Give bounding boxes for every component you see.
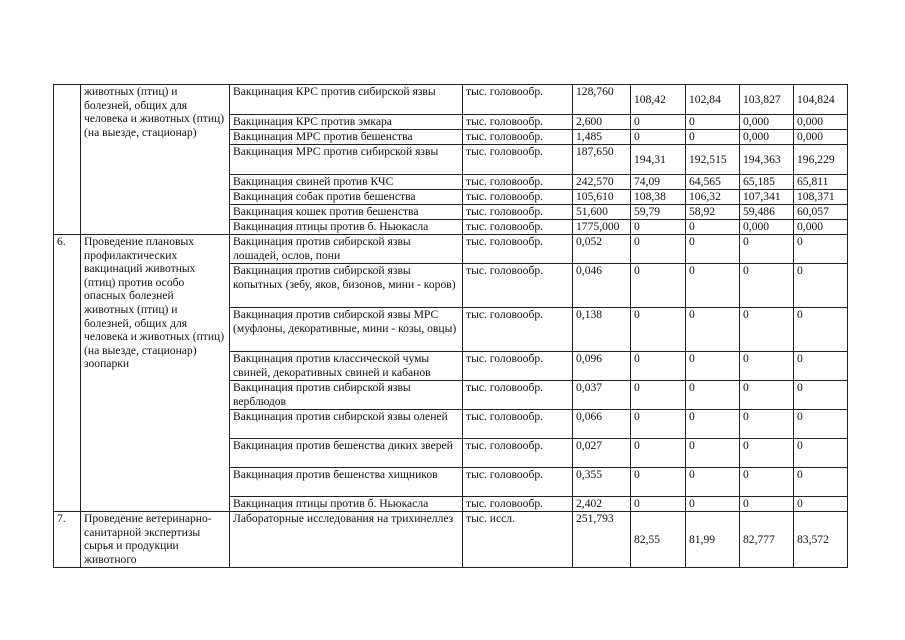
year-value-3: 0,000 [740,115,794,130]
year-value-4: 65,811 [794,175,848,190]
year-value-2: 0 [686,468,740,497]
year-value-1: 74,09 [631,175,686,190]
unit-cell: тыс. иссл. [463,512,573,568]
base-value: 0,066 [573,410,631,439]
year-value-4: 104,824 [794,85,848,115]
year-value-3: 0,000 [740,220,794,235]
year-value-3: 0 [740,352,794,381]
table-row [54,512,848,568]
base-value: 105,610 [573,190,631,205]
year-value-1: 0 [631,381,686,410]
year-value-3: 82,777 [740,512,794,568]
year-value-4: 0 [794,264,848,308]
unit-cell: тыс. головообр. [463,190,573,205]
year-value-4: 0 [794,497,848,512]
activity-description: Проведение плановых профилактических вакцинаций животных (птиц) против особо опасных болезней животных (птиц) и болезней, общих для человека и животных (птиц) (на выезде, стационар) зоопарки [81,235,230,512]
measure-name: Лабораторные исследования на трихинеллез [230,512,463,568]
year-value-4: 0,000 [794,115,848,130]
base-value: 0,355 [573,468,631,497]
unit-cell: тыс. головообр. [463,381,573,410]
row-number [54,85,81,235]
year-value-1: 0 [631,352,686,381]
year-value-3: 0 [740,381,794,410]
year-value-4: 108,371 [794,190,848,205]
table-body [54,85,848,568]
year-value-3: 65,185 [740,175,794,190]
year-value-4: 0 [794,410,848,439]
measure-name: Вакцинация против сибирской язвы МРС (муфлоны, декоративные, мини - козы, овцы) [230,308,463,352]
year-value-2: 0 [686,439,740,468]
measure-name: Вакцинация свиней против КЧС [230,175,463,190]
year-value-4: 0 [794,439,848,468]
measure-name: Вакцинация КРС против эмкара [230,115,463,130]
year-value-3: 0 [740,439,794,468]
year-value-1: 108,38 [631,190,686,205]
measure-name: Вакцинация птицы против б. Ньюкасла [230,220,463,235]
year-value-1: 0 [631,439,686,468]
base-value: 0,052 [573,235,631,264]
year-value-1: 0 [631,220,686,235]
base-value: 0,037 [573,381,631,410]
year-value-4: 0,000 [794,130,848,145]
year-value-3: 0 [740,468,794,497]
year-value-1: 0 [631,410,686,439]
table-row [54,85,848,115]
year-value-1: 0 [631,264,686,308]
unit-cell: тыс. головообр. [463,308,573,352]
measure-name: Вакцинация КРС против сибирской язвы [230,85,463,115]
base-value: 251,793 [573,512,631,568]
year-value-4: 83,572 [794,512,848,568]
unit-cell: тыс. головообр. [463,175,573,190]
base-value: 0,046 [573,264,631,308]
year-value-2: 0 [686,264,740,308]
year-value-2: 0 [686,235,740,264]
unit-cell: тыс. головообр. [463,468,573,497]
year-value-2: 0 [686,308,740,352]
year-value-4: 0,000 [794,220,848,235]
year-value-1: 0 [631,468,686,497]
year-value-3: 194,363 [740,145,794,175]
year-value-2: 0 [686,220,740,235]
unit-cell: тыс. головообр. [463,145,573,175]
activity-description: животных (птиц) и болезней, общих для человека и животных (птиц) (на выезде, стационар) [81,85,230,235]
base-value: 0,096 [573,352,631,381]
measure-name: Вакцинация птицы против б. Ньюкасла [230,497,463,512]
base-value: 128,760 [573,85,631,115]
year-value-3: 0 [740,235,794,264]
measure-name: Вакцинация против бешенства диких зверей [230,439,463,468]
year-value-2: 58,92 [686,205,740,220]
base-value: 242,570 [573,175,631,190]
measure-name: Вакцинация против сибирской язвы копытных (зебу, яков, бизонов, мини - коров) [230,264,463,308]
unit-cell: тыс. головообр. [463,410,573,439]
unit-cell: тыс. головообр. [463,130,573,145]
base-value: 2,600 [573,115,631,130]
year-value-4: 0 [794,308,848,352]
unit-cell: тыс. головообр. [463,264,573,308]
year-value-2: 0 [686,115,740,130]
measure-name: Вакцинация МРС против бешенства [230,130,463,145]
year-value-2: 0 [686,130,740,145]
measure-name: Вакцинация против сибирской язвы верблюдов [230,381,463,410]
activity-description: Проведение ветеринарно-санитарной экспертизы сырья и продукции животного [81,512,230,568]
measure-name: Вакцинация против сибирской язвы лошадей, ослов, пони [230,235,463,264]
row-number: 7. [54,512,81,568]
unit-cell: тыс. головообр. [463,497,573,512]
year-value-3: 107,341 [740,190,794,205]
year-value-2: 0 [686,410,740,439]
year-value-1: 0 [631,497,686,512]
year-value-3: 0 [740,497,794,512]
unit-cell: тыс. головообр. [463,115,573,130]
year-value-4: 0 [794,381,848,410]
measure-name: Вакцинация МРС против сибирской язвы [230,145,463,175]
year-value-2: 106,32 [686,190,740,205]
year-value-2: 0 [686,381,740,410]
year-value-1: 194,31 [631,145,686,175]
measure-name: Вакцинация кошек против бешенства [230,205,463,220]
year-value-2: 192,515 [686,145,740,175]
measure-name: Вакцинация против классической чумы свиней, декоративных свиней и кабанов [230,352,463,381]
year-value-3: 59,486 [740,205,794,220]
year-value-3: 0 [740,410,794,439]
vaccination-table [53,84,848,568]
year-value-4: 0 [794,352,848,381]
year-value-1: 82,55 [631,512,686,568]
base-value: 2,402 [573,497,631,512]
measure-name: Вакцинация против бешенства хищников [230,468,463,497]
year-value-4: 0 [794,235,848,264]
year-value-3: 0,000 [740,130,794,145]
year-value-1: 59,79 [631,205,686,220]
base-value: 1,485 [573,130,631,145]
year-value-2: 102,84 [686,85,740,115]
year-value-3: 0 [740,308,794,352]
row-number: 6. [54,235,81,512]
year-value-2: 81,99 [686,512,740,568]
unit-cell: тыс. головообр. [463,205,573,220]
table-row [54,235,848,264]
year-value-1: 0 [631,115,686,130]
base-value: 1775,000 [573,220,631,235]
year-value-1: 108,42 [631,85,686,115]
year-value-1: 0 [631,308,686,352]
unit-cell: тыс. головообр. [463,220,573,235]
year-value-2: 0 [686,497,740,512]
base-value: 0,027 [573,439,631,468]
year-value-2: 0 [686,352,740,381]
year-value-4: 0 [794,468,848,497]
year-value-2: 64,565 [686,175,740,190]
year-value-3: 0 [740,264,794,308]
year-value-1: 0 [631,235,686,264]
unit-cell: тыс. головообр. [463,439,573,468]
measure-name: Вакцинация собак против бешенства [230,190,463,205]
year-value-4: 60,057 [794,205,848,220]
base-value: 51,600 [573,205,631,220]
base-value: 187,650 [573,145,631,175]
unit-cell: тыс. головообр. [463,352,573,381]
year-value-4: 196,229 [794,145,848,175]
unit-cell: тыс. головообр. [463,85,573,115]
base-value: 0,138 [573,308,631,352]
year-value-3: 103,827 [740,85,794,115]
year-value-1: 0 [631,130,686,145]
unit-cell: тыс. головообр. [463,235,573,264]
measure-name: Вакцинация против сибирской язвы оленей [230,410,463,439]
